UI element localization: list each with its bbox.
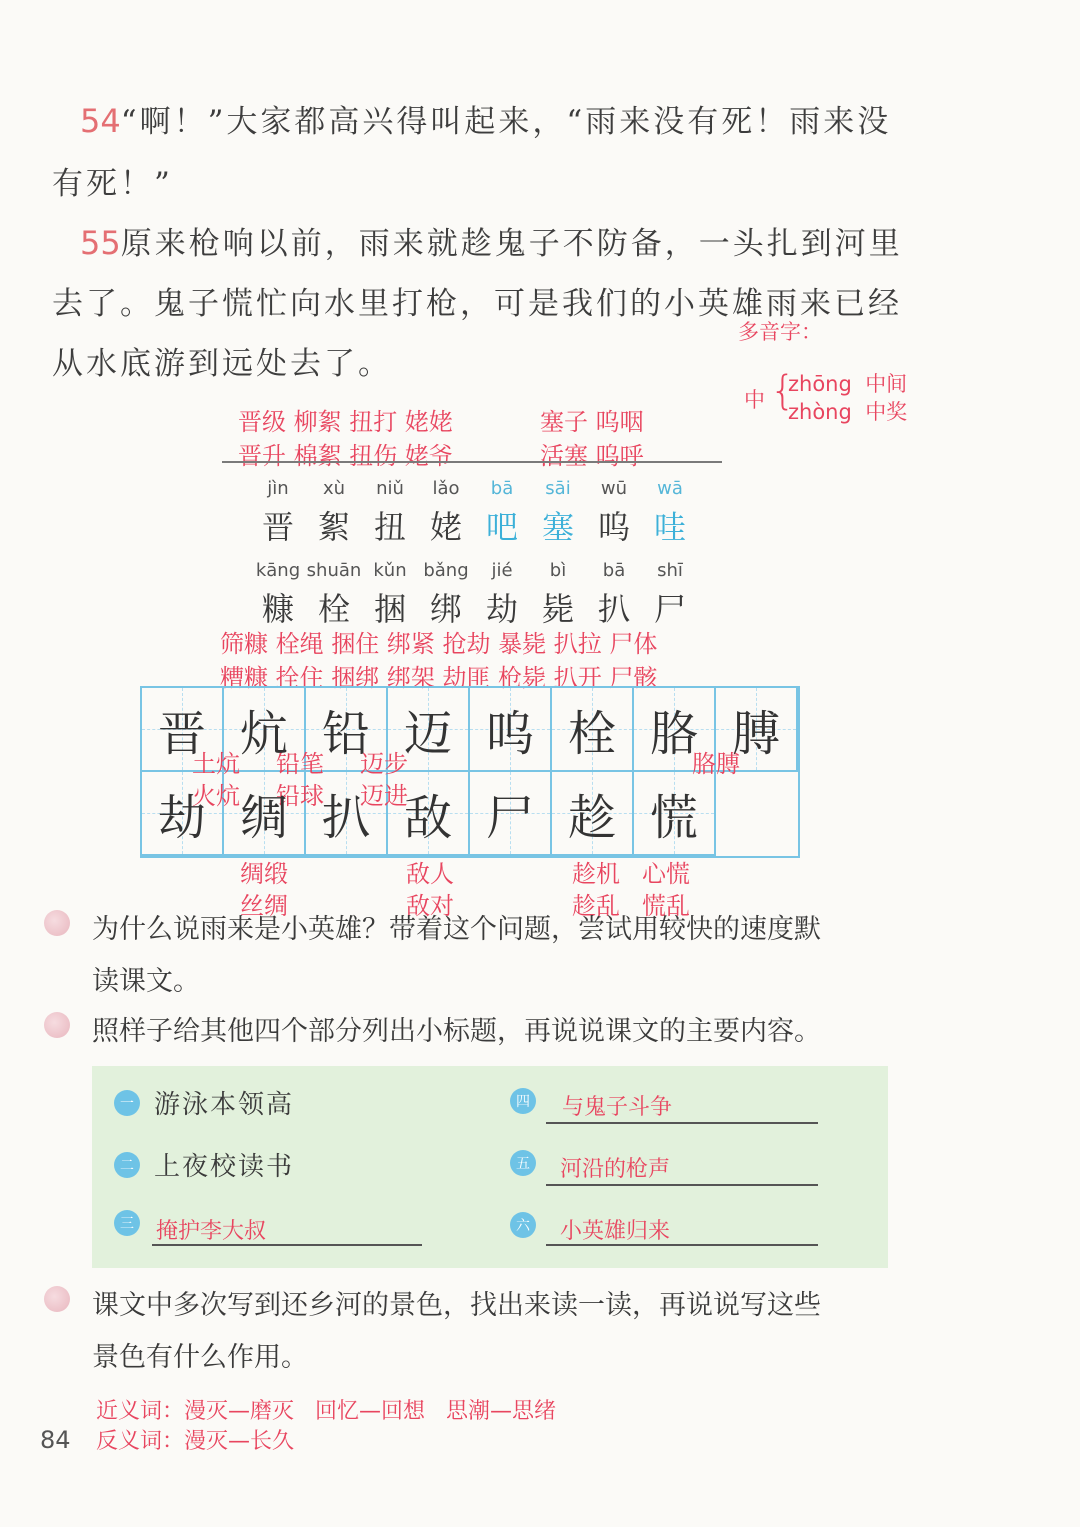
outline-item-4 xyxy=(510,1088,550,1114)
below-grid-note: 绸缎 xyxy=(240,860,288,888)
polyphone-brace: { xyxy=(770,368,796,414)
paragraph-text: “啊！”大家都高兴得叫起来，“雨来没有死！雨来没 xyxy=(120,104,892,140)
pinyin: kāng xyxy=(255,560,301,581)
grid-note: 火炕 xyxy=(192,782,240,810)
pinyin: bǎng xyxy=(423,560,469,581)
polyphone-title: 多音字： xyxy=(738,320,822,344)
question-2 xyxy=(44,1006,821,1058)
hanzi: 捆 xyxy=(373,590,406,628)
answer-line xyxy=(152,1244,422,1246)
grid-char: 晋 xyxy=(157,705,206,762)
outline-item-2 xyxy=(114,1146,294,1183)
answer-line xyxy=(546,1184,818,1186)
grid-char: 劫 xyxy=(157,789,206,846)
pinyin-cell xyxy=(306,560,362,630)
question-bullet-icon xyxy=(44,1286,70,1312)
answer-line xyxy=(546,1122,818,1124)
paragraph-number: 55 xyxy=(80,224,121,262)
grid-char: 迈 xyxy=(403,705,452,762)
polyphone-row-2 xyxy=(788,396,907,426)
question-1 xyxy=(44,904,821,1008)
grid-cell xyxy=(634,772,716,856)
note-words-mid-1: 筛糠 栓绳 捆住 绑紧 抢劫 暴毙 扒拉 尸体 xyxy=(220,630,658,658)
question-text xyxy=(92,1280,821,1384)
question-bullet-icon xyxy=(44,910,70,936)
grid-row-2 xyxy=(142,772,798,856)
outline-item-3 xyxy=(114,1210,154,1236)
grid-char: 栓 xyxy=(567,705,616,762)
paragraph-55-line2: 去了。鬼子慌忙向水里打枪，可是我们的小英雄雨来已经 xyxy=(52,286,902,322)
hanzi: 糠 xyxy=(261,590,294,628)
hanzi: 劫 xyxy=(485,590,518,628)
number-circle-icon: 四 xyxy=(510,1088,536,1114)
pinyin-cell xyxy=(530,478,586,548)
pinyin-cell xyxy=(474,560,530,630)
pinyin-cell xyxy=(586,478,642,548)
hanzi: 扭 xyxy=(373,508,406,546)
question-line: 读课文。 xyxy=(92,966,200,997)
number-circle-icon: 一 xyxy=(114,1090,140,1116)
outline-text: 上夜校读书 xyxy=(154,1152,295,1182)
grid-char: 绸 xyxy=(239,789,288,846)
hanzi: 栓 xyxy=(317,590,350,628)
hanzi: 塞 xyxy=(541,508,574,546)
question-text xyxy=(92,904,821,1008)
paragraph-text: 原来枪响以前，雨来就趁鬼子不防备，一头扎到河里 xyxy=(120,226,903,262)
below-grid-note: 敌人 xyxy=(406,860,454,888)
hanzi: 絮 xyxy=(317,508,350,546)
outline-answer-4: 与鬼子斗争 xyxy=(562,1095,673,1120)
paragraph-54-line1 xyxy=(80,96,891,141)
pinyin: xù xyxy=(322,478,346,499)
pinyin-row-1 xyxy=(250,478,698,548)
note-words-top-4: 活塞 呜呼 xyxy=(540,442,644,470)
outline-answer-6: 小英雄归来 xyxy=(560,1219,671,1244)
note-words-top-1: 晋级 柳絮 扭打 姥姥 xyxy=(238,408,453,436)
polyphone-char: 中 xyxy=(744,388,765,412)
grid-char: 胳 xyxy=(649,705,698,762)
note-words-mid-2: 糟糠 拴住 捆绑 绑架 劫匪 枪毙 扒开 尸骸 xyxy=(220,664,658,692)
hanzi: 绑 xyxy=(429,590,462,628)
grid-cell xyxy=(552,688,634,772)
number-circle-icon: 三 xyxy=(114,1210,140,1236)
hanzi: 姥 xyxy=(429,508,462,546)
pinyin: bā xyxy=(490,478,514,499)
grid-char: 炕 xyxy=(239,705,288,762)
pinyin-cell xyxy=(418,560,474,630)
grid-note: 迈进 xyxy=(360,782,408,810)
grid-cell xyxy=(470,772,552,856)
antonyms-note: 反义词：漫灭—长久 xyxy=(96,1429,295,1454)
outline-answer-5: 河沿的枪声 xyxy=(560,1157,671,1182)
pinyin-cell xyxy=(418,478,474,548)
pinyin: bā xyxy=(602,560,626,581)
pinyin-cell xyxy=(474,478,530,548)
pinyin-cell xyxy=(642,560,698,630)
question-text xyxy=(92,1006,821,1058)
below-grid-note: 趁乱 xyxy=(572,892,620,920)
number-circle-icon: 二 xyxy=(114,1152,140,1178)
pinyin: shī xyxy=(657,560,683,581)
pinyin: kǔn xyxy=(373,560,407,581)
paragraph-54-line2: 有死！” xyxy=(52,166,173,202)
pinyin-cell xyxy=(642,478,698,548)
grid-cell xyxy=(470,688,552,772)
below-grid-note: 慌乱 xyxy=(642,892,690,920)
grid-char: 扒 xyxy=(321,789,370,846)
below-grid-note: 心慌 xyxy=(642,860,690,888)
grid-char: 呜 xyxy=(485,705,534,762)
pinyin: sāi xyxy=(545,478,571,499)
answer-line xyxy=(546,1244,818,1246)
question-line: 景色有什么作用。 xyxy=(92,1342,308,1373)
pinyin: bì xyxy=(549,560,567,581)
paragraph-number: 54 xyxy=(80,102,121,140)
number-circle-icon: 五 xyxy=(510,1150,536,1176)
question-3 xyxy=(44,1280,821,1384)
grid-note: 土炕 xyxy=(192,750,240,778)
outline-answer-3: 掩护李大叔 xyxy=(156,1219,267,1244)
grid-char: 趁 xyxy=(567,789,616,846)
note-words-top-2: 晋升 棉絮 扭伤 姥爷 xyxy=(238,442,453,470)
pinyin-cell xyxy=(250,478,306,548)
question-bullet-icon xyxy=(44,1012,70,1038)
hanzi: 扒 xyxy=(597,590,630,628)
grid-char: 尸 xyxy=(485,789,534,846)
hanzi: 毙 xyxy=(541,590,574,628)
pinyin-cell xyxy=(530,560,586,630)
outline-text: 游泳本领高 xyxy=(154,1090,295,1120)
pinyin-cell xyxy=(306,478,362,548)
hanzi: 尸 xyxy=(653,590,686,628)
pinyin-cell xyxy=(586,560,642,630)
pinyin-row-2 xyxy=(250,560,698,630)
grid-char: 敌 xyxy=(403,789,452,846)
pinyin-cell xyxy=(250,560,306,630)
grid-cell xyxy=(552,772,634,856)
pinyin-cell xyxy=(362,478,418,548)
grid-note: 胳膊 xyxy=(692,750,740,778)
question-line: 照样子给其他四个部分列出小标题，再说说课文的主要内容。 xyxy=(92,1016,821,1047)
hanzi: 呜 xyxy=(597,508,630,546)
polyphone-row-1 xyxy=(788,368,907,398)
hanzi: 吧 xyxy=(485,508,518,546)
grid-note: 迈步 xyxy=(360,750,408,778)
grid-char: 慌 xyxy=(649,789,698,846)
synonyms-note: 近义词：漫灭—磨灭 回忆—回想 思潮—思绪 xyxy=(96,1399,556,1424)
number-circle-icon: 六 xyxy=(510,1212,536,1238)
hanzi: 晋 xyxy=(261,508,294,546)
hanzi: 哇 xyxy=(653,508,686,546)
pinyin: lǎo xyxy=(432,478,460,499)
grid-char: 膊 xyxy=(731,705,780,762)
pinyin: shuān xyxy=(306,560,362,581)
question-line: 为什么说雨来是小英雄？带着这个问题，尝试用较快的速度默 xyxy=(92,914,821,945)
note-words-top-3: 塞子 呜咽 xyxy=(540,408,644,436)
outline-item-5 xyxy=(510,1150,550,1176)
polyphone-word: 中间 xyxy=(865,372,908,396)
polyphone-pinyin: zhòng xyxy=(788,400,852,424)
divider xyxy=(222,461,722,463)
below-grid-note: 趁机 xyxy=(572,860,620,888)
pinyin-cell xyxy=(362,560,418,630)
pinyin: wā xyxy=(657,478,683,499)
paragraph-55-line3: 从水底游到远处去了。 xyxy=(52,346,392,382)
pinyin: niǔ xyxy=(376,478,404,499)
grid-note: 铅球 xyxy=(276,782,324,810)
below-grid-note: 敌对 xyxy=(406,892,454,920)
paragraph-55-line1 xyxy=(80,218,903,263)
pinyin: jié xyxy=(491,560,513,581)
polyphone-word: 中奖 xyxy=(865,400,908,424)
polyphone-pinyin: zhōng xyxy=(788,372,852,396)
page-number: 84 xyxy=(40,1426,71,1454)
below-grid-note: 丝绸 xyxy=(240,892,288,920)
question-line: 课文中多次写到还乡河的景色，找出来读一读，再说说写这些 xyxy=(92,1290,821,1321)
pinyin: wū xyxy=(600,478,628,499)
grid-note: 铅笔 xyxy=(276,750,324,778)
grid-char: 铅 xyxy=(321,705,370,762)
outline-item-6 xyxy=(510,1212,550,1238)
outline-item-1 xyxy=(114,1084,294,1121)
pinyin: jìn xyxy=(267,478,289,499)
